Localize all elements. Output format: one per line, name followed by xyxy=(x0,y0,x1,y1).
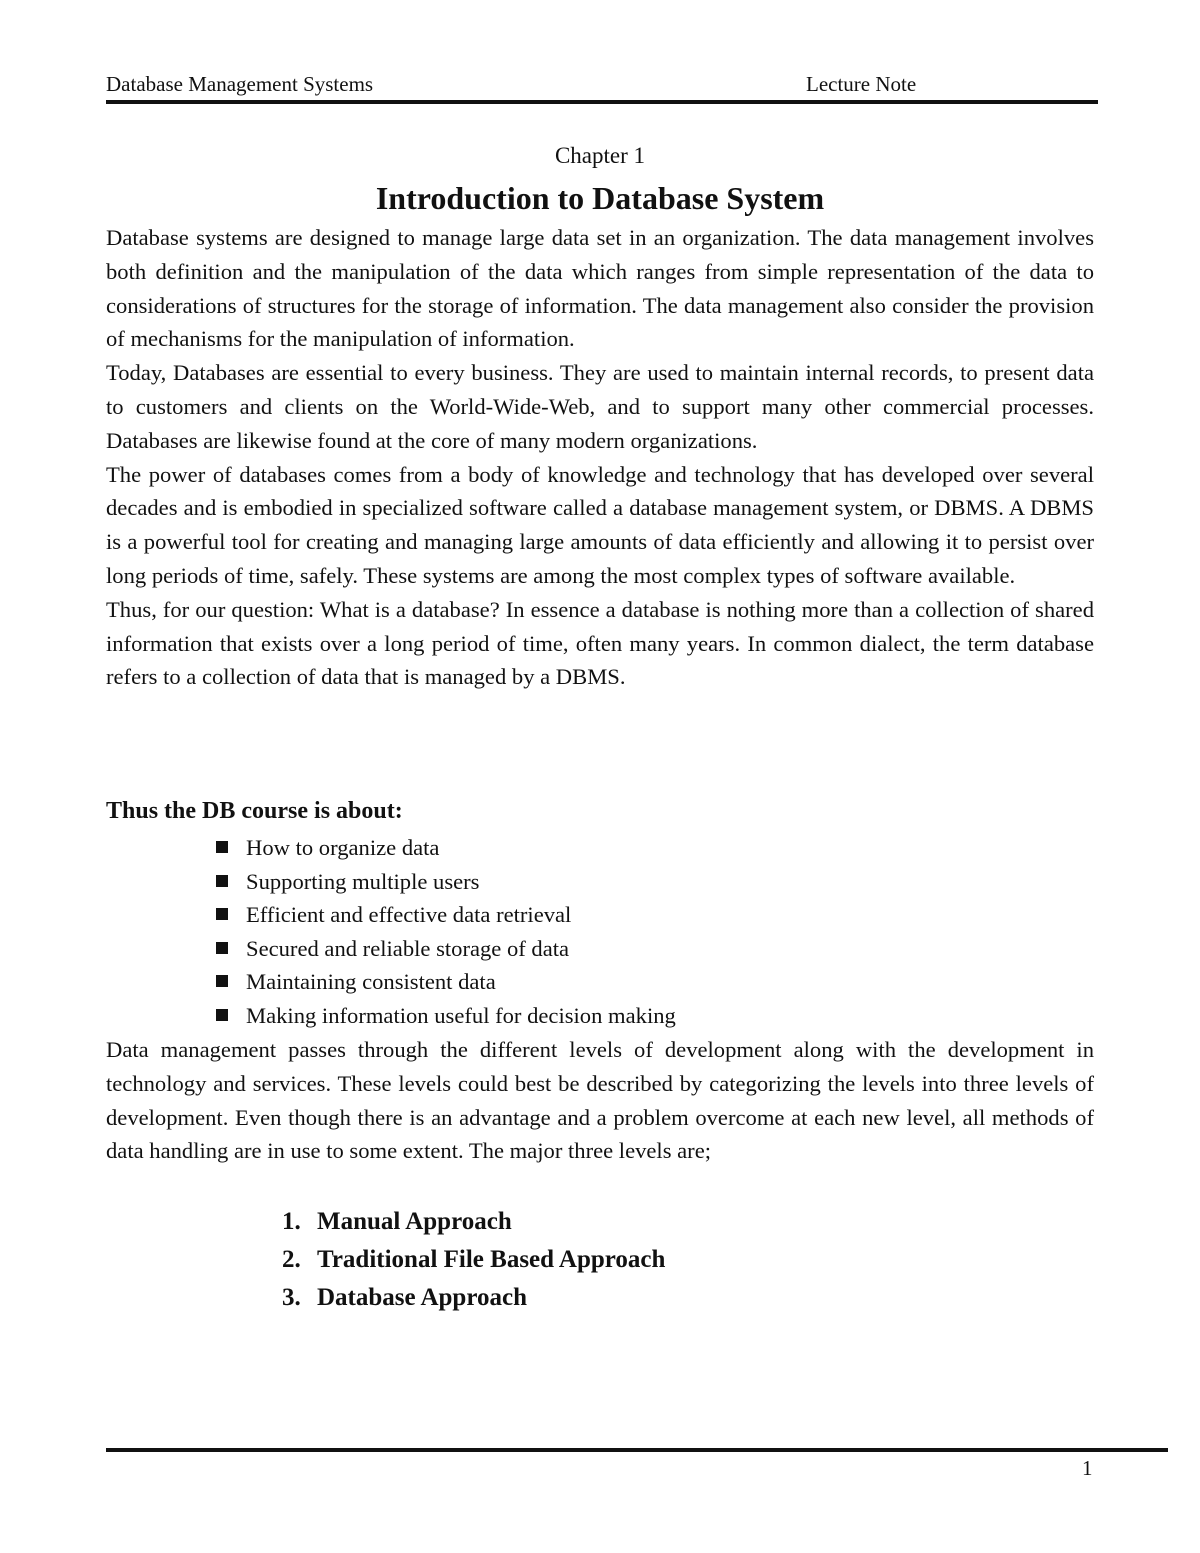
approach-item: 2. Traditional File Based Approach xyxy=(282,1246,666,1273)
list-item: Making information useful for decision making xyxy=(212,999,676,1033)
square-bullet-icon xyxy=(216,875,228,887)
approach-item: 1. Manual Approach xyxy=(282,1208,512,1235)
square-bullet-icon xyxy=(216,1009,228,1021)
page-header xyxy=(106,70,1098,104)
square-bullet-icon xyxy=(216,908,228,920)
list-item: Secured and reliable storage of data xyxy=(212,932,676,966)
list-item: Efficient and effective data retrieval xyxy=(212,898,676,932)
page-number: 1 xyxy=(1082,1456,1093,1480)
levels-body xyxy=(106,1033,1094,1168)
list-item: Supporting multiple users xyxy=(212,865,676,899)
course-topics-list xyxy=(212,831,676,1033)
approach-item: 3. Database Approach xyxy=(282,1284,527,1311)
chapter-label: Chapter 1 xyxy=(554,143,646,168)
list-item: Maintaining consistent data xyxy=(212,965,676,999)
header-course-title: Database Management Systems xyxy=(106,72,374,96)
square-bullet-icon xyxy=(216,942,228,954)
list-item: How to organize data xyxy=(212,831,676,865)
footer-rule xyxy=(106,1448,1168,1452)
square-bullet-icon xyxy=(216,975,228,987)
paragraph-business: Today, Databases are essential to every business. They are used to maintain internal records, to present data to customers and clients on the World-Wide-Web, and to support many other commercial processes. Databases are likewise found at the core of many modern organizations. xyxy=(106,360,1094,453)
paragraph-what-is-database: Thus, for our question: What is a database? In essence a database is nothing more than a collection of shared information that exists over a long period of time, often many years. In common dialect, the term database refers to a collection of data that is managed by a DBMS. xyxy=(106,596,1094,690)
intro-body xyxy=(106,221,1094,694)
paragraph-definition: Database systems are designed to manage large data set in an organization. The data management involves both definition and the manipulation of the data which ranges from simple representation of the data to considerations of structures for the storage of information. The data management also consider the provision of mechanisms for the manipulation of information. xyxy=(106,225,1094,352)
chapter-title: Introduction to Database System xyxy=(375,180,825,216)
header-note-type: Lecture Note xyxy=(806,72,917,96)
square-bullet-icon xyxy=(216,841,228,853)
approaches-list xyxy=(282,1203,665,1317)
paragraph-levels: Data management passes through the different levels of development along with the development in technology and services. These levels could best be described by categorizing the levels into three levels of development. Even though there is an advantage and a problem overcome at each new level, all methods of data handling are in use to some extent. The major three levels are; xyxy=(106,1037,1094,1164)
course-heading: Thus the DB course is about: xyxy=(106,798,403,824)
paragraph-dbms-power: The power of databases comes from a body of knowledge and technology that has developed over several decades and is embodied in specialized software called a database management system, or DBMS. A DBMS is a powerful tool for creating and managing large amounts of data efficiently and allowing it to persist over long periods of time, safely. These systems are among the most complex types of software available. xyxy=(106,461,1094,588)
